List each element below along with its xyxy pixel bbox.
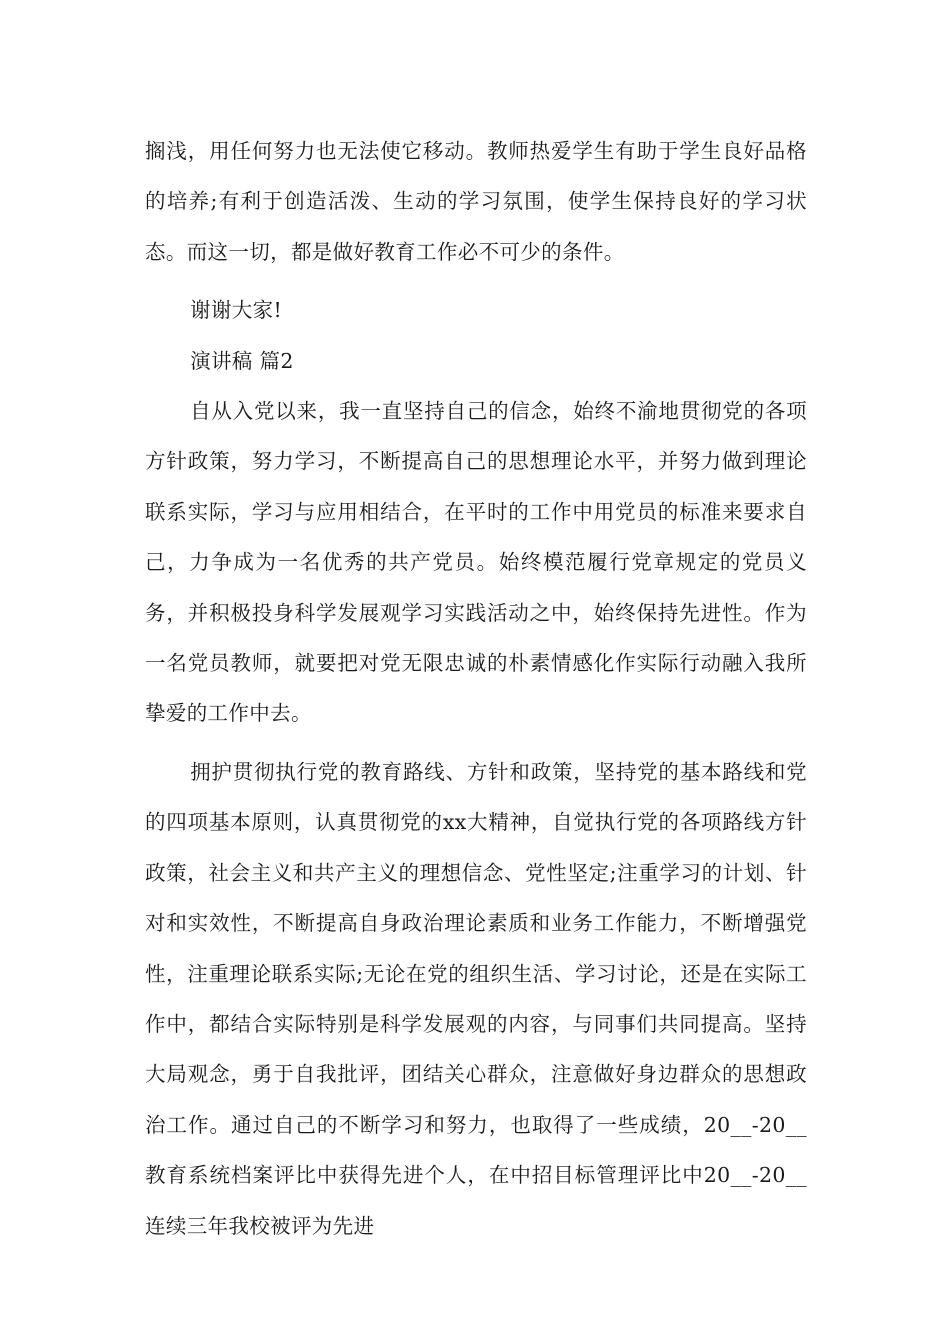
closing-thanks: 谢谢大家! <box>190 298 283 323</box>
document-body <box>145 126 807 1251</box>
paragraph-continuation: 搁浅，用任何努力也无法使它移动。教师热爱学生有助于学生良好品格的培养;有利于创造活泼、生动的学习氛围，使学生保持良好的学习状态。而这一切，都是做好教育工作必不可少的条件。 <box>145 139 807 264</box>
section-heading: 演讲稿 篇2 <box>190 348 294 373</box>
paragraph-party-line: 拥护贯彻执行党的教育路线、方针和政策，坚持党的基本路线和党的四项基本原则，认真贯彻党的xx大精神，自觉执行党的各项路线方针政策，社会主义和共产主义的理想信念、党性坚定;注重学习的计划、针对和实效性，不断提高自身政治理论素质和业务工作能力，不断增强党性，注重理论联系实际;无论在党的组织生活、学习讨论，还是在实际工作中，都结合实际特别是科学发展观的内容，与同事们共同提高。坚持大局观念，勇于自我批评，团结关心群众，注意做好身边群众的思想政治工作。通过自己的不断学习和努力，也取得了一些成绩，20__-20__教育系统档案评比中获得先进个人，在中招目标管理评比中20__-20__连续三年我校被评为先进 <box>145 759 807 1238</box>
paragraph-party-membership: 自从入党以来，我一直坚持自己的信念，始终不渝地贯彻党的各项方针政策，努力学习，不断提高自己的思想理论水平，并努力做到理论联系实际，学习与应用相结合，在平时的工作中用党员的标准来要求自己，力争成为一名优秀的共产党员。始终模范履行党章规定的党员义务，并积极投身科学发展观学习实践活动之中，始终保持先进性。作为一名党员教师，就要把对党无限忠诚的朴素情感化作实际行动融入我所挚爱的工作中去。 <box>145 399 807 726</box>
